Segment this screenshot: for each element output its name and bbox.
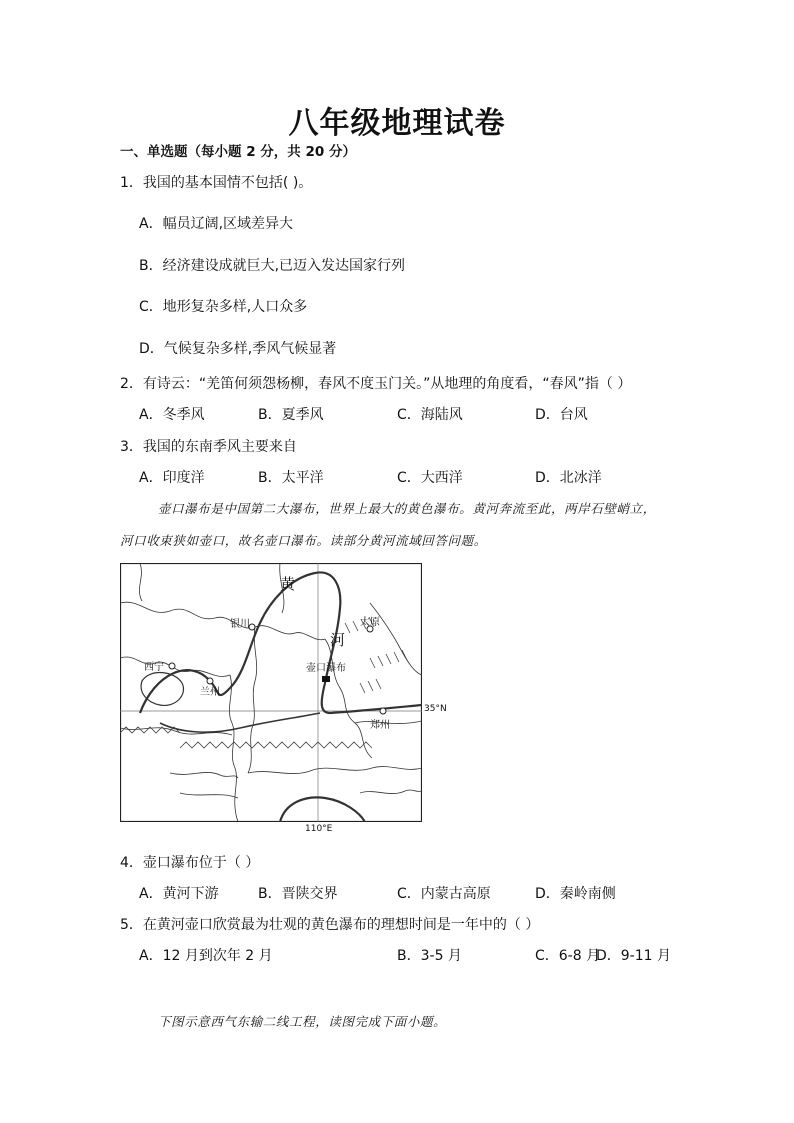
q2-option-a: A．冬季风 bbox=[139, 407, 205, 423]
q4-option-d: D．秦岭南侧 bbox=[535, 886, 616, 902]
q1-option-a: A．幅员辽阔,区域差异大 bbox=[139, 216, 294, 232]
map-label-latitude: 35°N bbox=[424, 704, 447, 714]
q5-option-c: C．6-8 月 bbox=[535, 948, 601, 964]
q5-option-a: A．12 月到次年 2 月 bbox=[139, 948, 273, 964]
page-title: 八年级地理试卷 bbox=[288, 106, 506, 141]
hukou-falls-marker bbox=[322, 676, 330, 682]
question-4-stem: 4．壶口瀑布位于（ ） bbox=[120, 855, 260, 871]
city-marker-xining bbox=[169, 663, 175, 669]
question-3-stem: 3．我国的东南季风主要来自 bbox=[120, 439, 297, 455]
q5-option-d: D．9-11 月 bbox=[596, 948, 672, 964]
q1-option-b: B．经济建设成就巨大,已迈入发达国家行列 bbox=[139, 258, 406, 274]
q2-option-d: D．台风 bbox=[535, 407, 588, 423]
question-5-stem: 5．在黄河壶口欣赏最为壮观的黄色瀑布的理想时间是一年中的（ ） bbox=[120, 917, 540, 933]
q3-option-a: A．印度洋 bbox=[139, 470, 205, 486]
city-marker-zhengzhou bbox=[380, 708, 386, 714]
q1-option-d: D．气候复杂多样,季风气候显著 bbox=[139, 341, 337, 357]
passage-line-1: 壶口瀑布是中国第二大瀑布，世界上最大的黄色瀑布。黄河奔流至此，两岸石壁峭立， bbox=[158, 501, 656, 516]
map-label-lanzhou: 兰州 bbox=[200, 687, 220, 698]
q3-option-b: B．太平洋 bbox=[258, 470, 324, 486]
map-label-xining: 西宁 bbox=[144, 662, 164, 673]
q1-option-c: C．地形复杂多样,人口众多 bbox=[139, 299, 308, 315]
map-label-huang: 黄 bbox=[280, 575, 296, 593]
q3-option-d: D．北冰洋 bbox=[535, 470, 602, 486]
q5-option-b: B．3-5 月 bbox=[397, 948, 462, 964]
q4-option-a: A．黄河下游 bbox=[139, 886, 219, 902]
question-2-stem: 2．有诗云：“羌笛何须怨杨柳，春风不度玉门关。”从地理的角度看，“春风”指（ ） bbox=[120, 376, 632, 392]
q4-option-c: C．内蒙古高原 bbox=[397, 886, 491, 902]
map-label-he: 河 bbox=[330, 631, 346, 649]
map-label-taiyuan: 太原 bbox=[360, 617, 380, 628]
q4-option-b: B．晋陕交界 bbox=[258, 886, 338, 902]
map-label-yinchuan: 银川 bbox=[230, 619, 250, 630]
section-heading: 一、单选题（每小题 2 分，共 20 分） bbox=[120, 144, 356, 160]
q2-option-b: B．夏季风 bbox=[258, 407, 324, 423]
question-1-stem: 1．我国的基本国情不包括( )。 bbox=[120, 175, 313, 191]
map-label-longitude: 110°E bbox=[305, 824, 333, 834]
yellow-river-map bbox=[120, 563, 422, 822]
passage-2: 下图示意西气东输二线工程，读图完成下面小题。 bbox=[158, 1014, 447, 1029]
q3-option-c: C．大西洋 bbox=[397, 470, 463, 486]
passage-line-2: 河口收束狭如壶口，故名壶口瀑布。读部分黄河流域回答问题。 bbox=[120, 533, 487, 548]
map-label-hukou: 壶口瀑布 bbox=[306, 663, 346, 674]
map-label-zhengzhou: 郑州 bbox=[370, 720, 390, 731]
q2-option-c: C．海陆风 bbox=[397, 407, 463, 423]
city-marker-lanzhou bbox=[207, 678, 213, 684]
